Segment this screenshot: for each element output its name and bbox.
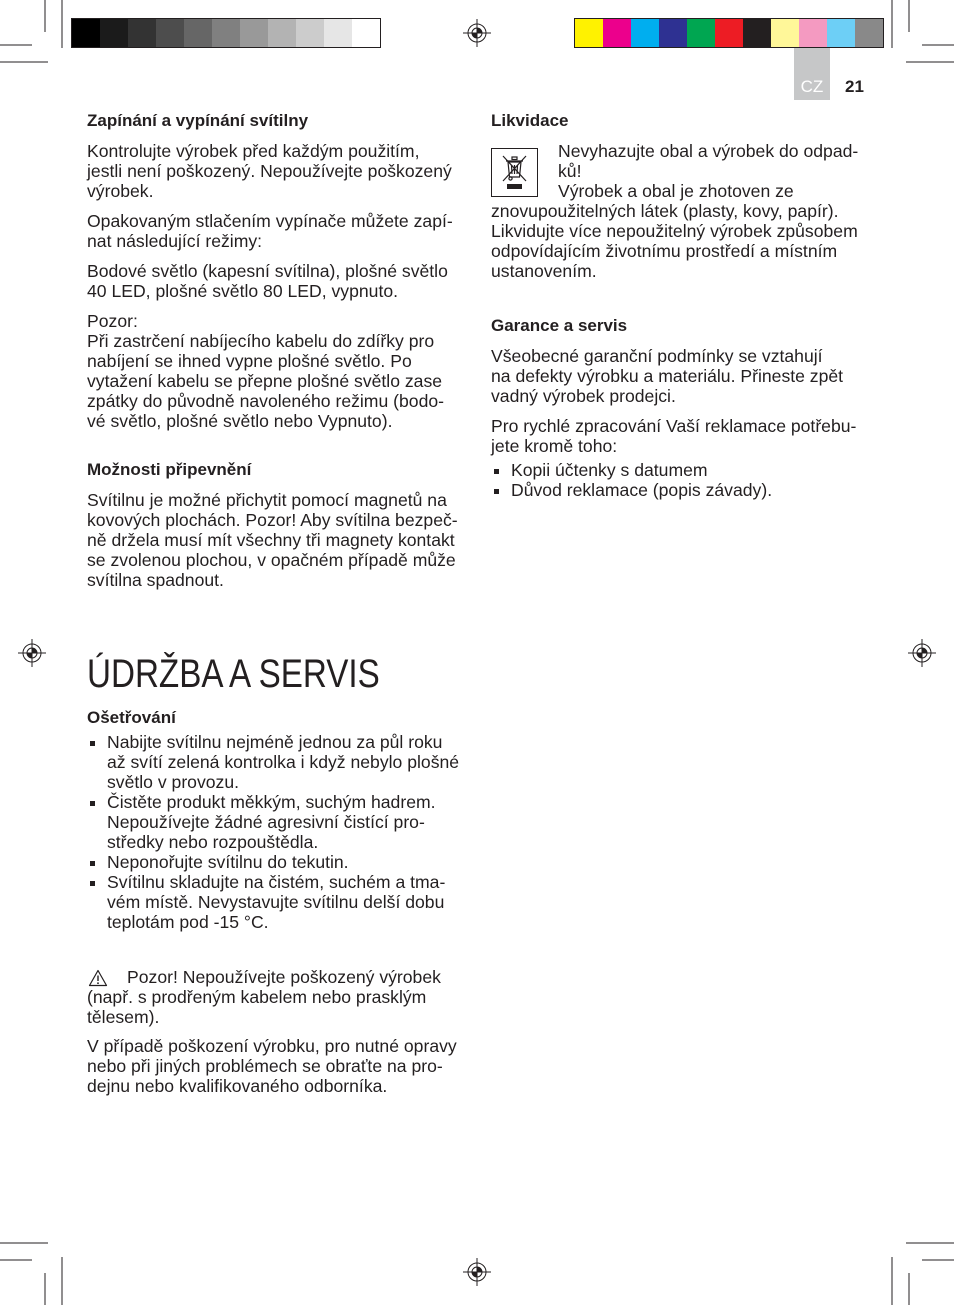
care-item — [87, 792, 459, 852]
color-swatch — [184, 19, 212, 47]
claim-item-text — [511, 460, 772, 480]
text-line: svítilna spadnout. — [87, 570, 224, 590]
care-item — [87, 732, 459, 792]
text-line: ků! — [558, 161, 582, 181]
color-swatch — [128, 19, 156, 47]
text-line: Všeobecné garanční podmínky se vztahují — [491, 346, 823, 366]
text-line: vytažení kabelu se přepne plošné světlo zase — [87, 371, 443, 391]
text-line: až svítí zelená kontrolka i když nebylo plošné — [107, 752, 460, 772]
color-swatch — [631, 19, 659, 47]
text-line: Pozor: — [87, 311, 138, 331]
care-item-text — [107, 852, 459, 872]
care-list — [87, 732, 459, 932]
care-item-text — [107, 792, 459, 852]
color-swatch — [72, 19, 100, 47]
color-swatch — [799, 19, 827, 47]
text-line: vadný výrobek prodejci. — [491, 386, 676, 406]
color-swatch — [659, 19, 687, 47]
text-line: Opakovaným stlačením vypínače můžete zapí- — [87, 211, 453, 231]
section-title-maintenance: ÚDRŽBA A SERVIS — [87, 652, 380, 696]
text-line: 40 LED, plošné světlo 80 LED, vypnuto. — [87, 281, 399, 301]
page-number: 21 — [845, 77, 864, 96]
color-swatch — [324, 19, 352, 47]
registration-mark-icon — [907, 638, 937, 668]
text-line: se zvolenou plochou, v opačném případě může — [87, 550, 456, 570]
square-bullet-icon — [90, 741, 95, 746]
text-line: Svítilnu je možné přichytit pomocí magnetů na — [87, 490, 447, 510]
claim-item — [491, 460, 772, 480]
claim-item — [491, 480, 772, 500]
text-line: Výrobek a obal je zhotoven ze — [558, 181, 794, 201]
grayscale-color-bar — [71, 18, 381, 48]
square-bullet-icon — [494, 469, 499, 474]
paragraph-modes-intro — [87, 211, 453, 251]
square-bullet-icon — [90, 801, 95, 806]
registration-mark-icon — [462, 1257, 492, 1287]
color-swatch — [715, 19, 743, 47]
text-line: Kontrolujte výrobek před každým použitím, — [87, 141, 420, 161]
text-line: Nabijte svítilnu nejméně jednou za půl roku — [107, 732, 443, 752]
color-swatch — [100, 19, 128, 47]
text-line: teplotám pod -15 °C. — [107, 912, 269, 932]
color-swatch — [352, 19, 380, 47]
text-line: vé světlo, plošné světlo nebo Vypnuto). — [87, 411, 393, 431]
claim-item-text — [511, 480, 772, 500]
color-swatch — [296, 19, 324, 47]
process-color-bar — [574, 18, 884, 48]
color-swatch — [240, 19, 268, 47]
registration-mark-icon — [17, 638, 47, 668]
text-line: Pro rychlé zpracování Vaší reklamace potřebu- — [491, 416, 857, 436]
paragraph-disposal — [491, 201, 858, 281]
square-bullet-icon — [90, 861, 95, 866]
text-line: zpátky do původně navoleného režimu (bodo- — [87, 391, 444, 411]
text-line: (např. s prodřeným kabelem nebo prasklým — [87, 987, 427, 1007]
color-swatch — [603, 19, 631, 47]
text-line: vém místě. Nevystavujte svítilnu delší dobu — [107, 892, 445, 912]
text-line: tělesem). — [87, 1007, 160, 1027]
color-swatch — [771, 19, 799, 47]
color-swatch — [855, 19, 883, 47]
text-line: Neponořujte svítilnu do tekutin. — [107, 852, 349, 872]
text-line: nebo při jiných problémech se obraťte na pro- — [87, 1056, 443, 1076]
paragraph-charging-note — [87, 311, 444, 431]
paragraph-warranty-terms — [491, 346, 843, 406]
paragraph-repair — [87, 1036, 457, 1096]
claim-list — [491, 460, 772, 500]
text-line: odpovídajícím životnímu prostředí a místním — [491, 241, 838, 261]
text-line: Pozor! Nepoužívejte poškozený výrobek — [127, 967, 441, 987]
text-line: jete kromě toho: — [491, 436, 618, 456]
color-swatch — [268, 19, 296, 47]
text-line: Svítilnu skladujte na čistém, suchém a tma- — [107, 872, 446, 892]
text-line: Čistěte produkt měkkým, suchým hadrem. — [107, 792, 436, 812]
heading-mounting: Možnosti připevnění — [87, 460, 252, 479]
color-swatch — [743, 19, 771, 47]
text-line: Nevyhazujte obal a výrobek do odpad- — [558, 141, 859, 161]
care-item-text — [107, 872, 459, 932]
square-bullet-icon — [90, 881, 95, 886]
paragraph-inspection — [87, 141, 452, 201]
heading-disposal: Likvidace — [491, 111, 569, 130]
color-swatch — [575, 19, 603, 47]
color-swatch — [687, 19, 715, 47]
paragraph-disposal-beside-icon — [558, 141, 858, 201]
warning-damaged-product — [87, 967, 441, 1027]
heading-warranty: Garance a servis — [491, 316, 628, 335]
crossed-bin-icon — [491, 148, 538, 197]
color-swatch — [212, 19, 240, 47]
text-line: kovových plochách. Pozor! Aby svítilna bezpeč- — [87, 510, 458, 530]
text-line: Bodové světlo (kapesní svítilna), plošné světlo — [87, 261, 448, 281]
heading-switching: Zapínání a vypínání svítilny — [87, 111, 309, 130]
text-line: nabíjení se ihned vypne plošné světlo. Po — [87, 351, 412, 371]
heading-care: Ošetřování — [87, 708, 176, 727]
care-item-text — [107, 732, 459, 792]
text-line: Nepoužívejte žádné agresivní čistící pro- — [107, 812, 425, 832]
text-line: Důvod reklamace (popis závady). — [511, 480, 773, 500]
text-line: jestli není poškozený. Nepoužívejte poškozený — [87, 161, 452, 181]
care-item — [87, 872, 459, 932]
text-line: na defekty výrobku a materiálu. Přineste zpět — [491, 366, 844, 386]
text-line: Při zastrčení nabíjecího kabelu do zdířky pro — [87, 331, 435, 351]
paragraph-mounting — [87, 490, 458, 590]
text-line: ně držela musí mít všechny tři magnety kontakt — [87, 530, 455, 550]
square-bullet-icon — [494, 489, 499, 494]
text-line: středky nebo rozpouštědla. — [107, 832, 319, 852]
text-line: výrobek. — [87, 181, 154, 201]
language-tab-label: CZ — [800, 77, 824, 96]
color-swatch — [827, 19, 855, 47]
language-tab — [794, 48, 830, 100]
text-line: Likvidujte více nepoužitelný výrobek způsobem — [491, 221, 858, 241]
text-line: V případě poškození výrobku, pro nutné opravy — [87, 1036, 457, 1056]
text-line: znovupoužitelných látek (plasty, kovy, papír). — [491, 201, 839, 221]
paragraph-modes — [87, 261, 448, 301]
paragraph-claim-requirements — [491, 416, 856, 456]
care-item — [87, 852, 459, 872]
registration-mark-icon — [462, 18, 492, 48]
color-swatch — [156, 19, 184, 47]
text-line: ustanovením. — [491, 261, 597, 281]
text-line: světlo v provozu. — [107, 772, 240, 792]
text-line: dejnu nebo kvalifikovaného odborníka. — [87, 1076, 388, 1096]
text-line: nat následující režimy: — [87, 231, 263, 251]
text-line: Kopii účtenky s datumem — [511, 460, 708, 480]
